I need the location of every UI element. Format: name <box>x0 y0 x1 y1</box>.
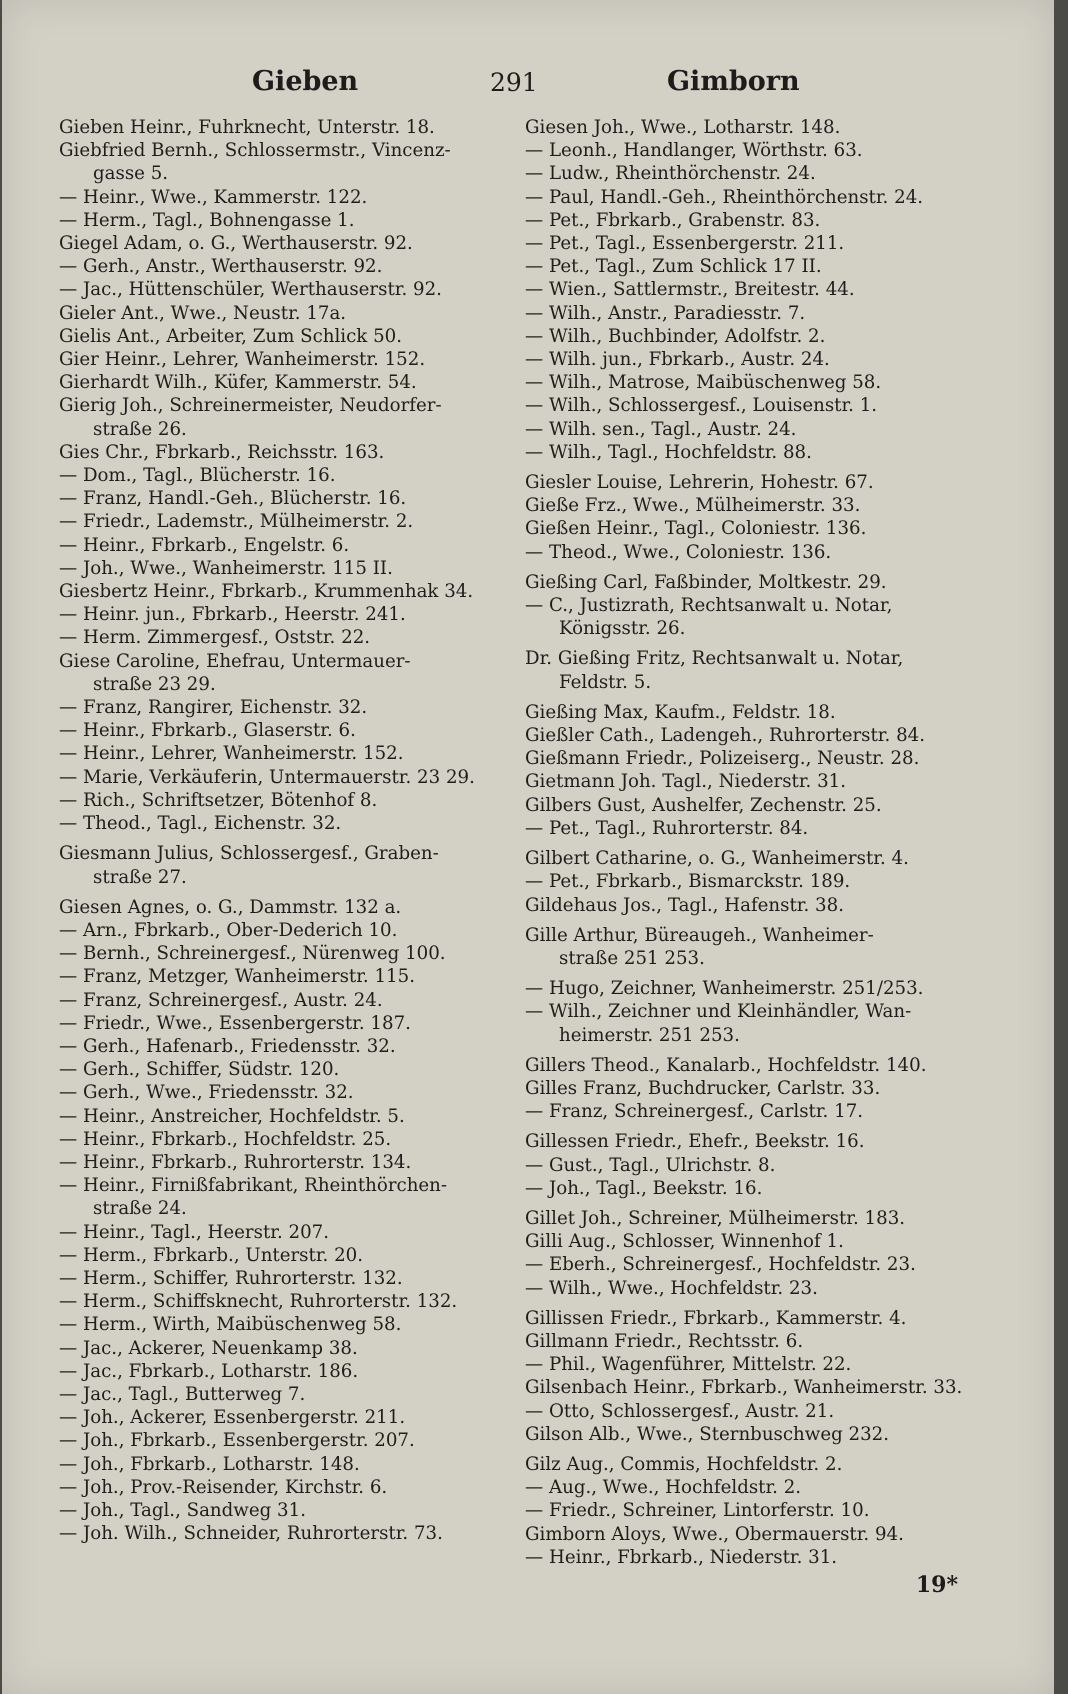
directory-entry: — Aug., Wwe., Hochfeldstr. 2. <box>525 1477 802 1499</box>
directory-entry: — Marie, Verkäuferin, Untermauerstr. 23 29. <box>59 766 475 788</box>
directory-entry: — Bernh., Schreinergesf., Nürenweg 100. <box>59 943 446 965</box>
directory-entry: gasse 5. <box>93 163 169 185</box>
page-header <box>2 66 1054 102</box>
directory-entry: Gillessen Friedr., Ehefr., Beekstr. 16. <box>525 1131 865 1153</box>
directory-entry: — Herm. Zimmergesf., Oststr. 22. <box>59 627 371 649</box>
directory-entry: — Ludw., Rheinthörchenstr. 24. <box>525 163 816 185</box>
page-number: 291 <box>490 68 538 97</box>
directory-entry: — Joh., Prov.-Reisender, Kirchstr. 6. <box>59 1476 388 1498</box>
directory-entry: Giegel Adam, o. G., Werthauserstr. 92. <box>59 233 413 255</box>
directory-entry: Giesen Joh., Wwe., Lotharstr. 148. <box>525 117 841 138</box>
directory-entry: — Theod., Tagl., Eichenstr. 32. <box>59 813 342 835</box>
directory-entry: straße 251 253. <box>559 947 705 969</box>
directory-entry: Giebfried Bernh., Schlossermstr., Vincenz- <box>59 140 451 162</box>
directory-entry: — Heinr., Fbrkarb., Engelstr. 6. <box>59 534 350 556</box>
directory-entry: Gilson Alb., Wwe., Sternbuschweg 232. <box>525 1423 890 1445</box>
directory-entry: Gießing Carl, Faßbinder, Moltkestr. 29. <box>525 571 887 593</box>
directory-entry: — Paul, Handl.-Geh., Rheinthörchenstr. 24. <box>525 186 924 208</box>
directory-entry: Gießen Heinr., Tagl., Coloniestr. 136. <box>525 518 867 540</box>
right-column <box>525 116 971 1569</box>
directory-entry: Gies Chr., Fbrkarb., Reichsstr. 163. <box>59 441 385 463</box>
directory-entry: Gießmann Friedr., Polizeiserg., Neustr. 28. <box>525 748 920 770</box>
directory-entry: — Theod., Wwe., Coloniestr. 136. <box>525 541 832 563</box>
directory-entry: — Gerh., Wwe., Friedensstr. 32. <box>59 1082 354 1104</box>
directory-entry: — Wilh. jun., Fbrkarb., Austr. 24. <box>525 349 830 371</box>
directory-entry: — Jac., Fbrkarb., Lotharstr. 186. <box>59 1360 359 1382</box>
directory-entry: Giesen Agnes, o. G., Dammstr. 132 a. <box>59 896 402 918</box>
directory-entry: — Herm., Wirth, Maibüschenweg 58. <box>59 1314 402 1336</box>
directory-entry: heimerstr. 251 253. <box>559 1024 740 1046</box>
directory-entry: Giese Caroline, Ehefrau, Untermauer- <box>59 650 411 672</box>
directory-entry: Gielis Ant., Arbeiter, Zum Schlick 50. <box>59 325 403 347</box>
directory-entry: straße 26. <box>93 418 187 440</box>
directory-entry: — Herm., Tagl., Bohnengasse 1. <box>59 209 355 231</box>
directory-entry: Gierhardt Wilh., Küfer, Kammerstr. 54. <box>59 372 417 394</box>
directory-entry: — Joh., Wwe., Wanheimerstr. 115 II. <box>59 557 393 579</box>
right-keyword: Gimborn <box>667 66 800 97</box>
directory-entry: Gietmann Joh. Tagl., Niederstr. 31. <box>525 771 847 793</box>
directory-entry: — Heinr., Firnißfabrikant, Rheinthörchen- <box>59 1175 448 1197</box>
directory-entry: — Franz, Handl.-Geh., Blücherstr. 16. <box>59 488 407 510</box>
directory-entry: — Jac., Ackerer, Neuenkamp 38. <box>59 1337 358 1359</box>
directory-entry: — Wilh., Buchbinder, Adolfstr. 2. <box>525 325 826 347</box>
signature-mark: 19* <box>915 1572 958 1598</box>
directory-entry: — Jac., Tagl., Butterweg 7. <box>59 1383 306 1405</box>
directory-entry: — Heinr. jun., Fbrkarb., Heerstr. 241. <box>59 604 406 626</box>
directory-entry: — Joh., Fbrkarb., Essenbergerstr. 207. <box>59 1430 415 1452</box>
directory-entry: Gießing Max, Kaufm., Feldstr. 18. <box>525 701 836 723</box>
directory-entry: — Wilh., Anstr., Paradiesstr. 7. <box>525 302 806 324</box>
directory-entry: — Herm., Fbrkarb., Unterstr. 20. <box>59 1244 364 1266</box>
directory-entry: — Pet., Fbrkarb., Bismarckstr. 189. <box>525 871 851 893</box>
directory-entry: Gillmann Friedr., Rechtsstr. 6. <box>525 1330 804 1352</box>
directory-entry: — Eberh., Schreinergesf., Hochfeldstr. 23. <box>525 1254 916 1276</box>
directory-entry: — Pet., Tagl., Ruhrorterstr. 84. <box>525 817 809 839</box>
directory-entry: Königsstr. 26. <box>559 618 686 640</box>
directory-entry: — Hugo, Zeichner, Wanheimerstr. 251/253. <box>525 978 924 1000</box>
directory-entry: Gieben Heinr., Fuhrknecht, Unterstr. 18. <box>59 117 435 138</box>
directory-entry: Giesbertz Heinr., Fbrkarb., Krummenhak 34. <box>59 581 474 603</box>
directory-entry: — Joh., Tagl., Beekstr. 16. <box>525 1177 763 1199</box>
directory-entry: Gier Heinr., Lehrer, Wanheimerstr. 152. <box>59 349 426 371</box>
directory-entry: — Friedr., Schreiner, Lintorferstr. 10. <box>525 1500 870 1522</box>
directory-entry: Gillissen Friedr., Fbrkarb., Kammerstr. 4. <box>525 1307 907 1329</box>
directory-entry: — Joh., Ackerer, Essenbergerstr. 211. <box>59 1407 406 1429</box>
directory-entry: — Heinr., Fbrkarb., Glaserstr. 6. <box>59 720 356 742</box>
directory-entry: — Gerh., Anstr., Werthauserstr. 92. <box>59 256 383 278</box>
directory-entry: — Heinr., Anstreicher, Hochfeldstr. 5. <box>59 1105 405 1127</box>
directory-entry: — Franz, Rangirer, Eichenstr. 32. <box>59 697 368 719</box>
directory-entry: — Wilh., Tagl., Hochfeldstr. 88. <box>525 441 812 463</box>
directory-entry: — Franz, Metzger, Wanheimerstr. 115. <box>59 966 415 988</box>
directory-entry: Dr. Gießing Fritz, Rechtsanwalt u. Notar, <box>525 648 904 670</box>
directory-entry: — Arn., Fbrkarb., Ober-Dederich 10. <box>59 919 398 941</box>
directory-entry: — Jac., Hüttenschüler, Werthauserstr. 92. <box>59 279 442 301</box>
directory-entry: Gieße Frz., Wwe., Mülheimerstr. 33. <box>525 495 861 517</box>
directory-entry: — Gerh., Hafenarb., Friedensstr. 32. <box>59 1035 396 1057</box>
directory-entry: Gimborn Aloys, Wwe., Obermauerstr. 94. <box>525 1523 904 1545</box>
left-keyword: Gieben <box>252 66 359 97</box>
directory-entry: — Wilh., Wwe., Hochfeldstr. 23. <box>525 1277 818 1299</box>
directory-entry: straße 24. <box>93 1198 187 1220</box>
directory-entry: Giesler Louise, Lehrerin, Hohestr. 67. <box>525 472 874 494</box>
directory-page <box>2 0 1054 1694</box>
directory-entry: — Wilh. sen., Tagl., Austr. 24. <box>525 418 797 440</box>
directory-entry: straße 23 29. <box>93 673 216 695</box>
directory-entry: Gillers Theod., Kanalarb., Hochfeldstr. 140. <box>525 1054 927 1076</box>
directory-entry: — Heinr., Wwe., Kammerstr. 122. <box>59 186 368 208</box>
directory-entry: Gildehaus Jos., Tagl., Hafenstr. 38. <box>525 894 844 916</box>
directory-entry: — Pet., Fbrkarb., Grabenstr. 83. <box>525 209 821 231</box>
directory-entry: — C., Justizrath, Rechtsanwalt u. Notar, <box>525 595 893 617</box>
directory-entry: — Joh., Fbrkarb., Lotharstr. 148. <box>59 1453 360 1475</box>
directory-entry: — Dom., Tagl., Blücherstr. 16. <box>59 465 336 487</box>
directory-entry: — Wien., Sattlermstr., Breitestr. 44. <box>525 279 855 301</box>
directory-entry: — Friedr., Lademstr., Mülheimerstr. 2. <box>59 511 414 533</box>
directory-entry: — Leonh., Handlanger, Wörthstr. 63. <box>525 140 863 162</box>
directory-entry: — Heinr., Lehrer, Wanheimerstr. 152. <box>59 743 404 765</box>
directory-entry: — Wilh., Schlossergesf., Louisenstr. 1. <box>525 395 878 417</box>
directory-entry: Gilles Franz, Buchdrucker, Carlstr. 33. <box>525 1077 881 1099</box>
directory-entry: Gilli Aug., Schlosser, Winnenhof 1. <box>525 1231 844 1253</box>
directory-entry: — Pet., Tagl., Essenbergerstr. 211. <box>525 233 845 255</box>
directory-entry: Giesmann Julius, Schlossergesf., Graben- <box>59 843 439 865</box>
directory-entry: straße 27. <box>93 866 187 888</box>
directory-entry: — Wilh., Zeichner und Kleinhändler, Wan- <box>525 1001 912 1023</box>
directory-entry: — Pet., Tagl., Zum Schlick 17 II. <box>525 256 822 278</box>
directory-entry: Gilbers Gust, Aushelfer, Zechenstr. 25. <box>525 794 882 816</box>
directory-entry: — Joh., Tagl., Sandweg 31. <box>59 1499 306 1521</box>
directory-entry: — Friedr., Wwe., Essenbergerstr. 187. <box>59 1012 411 1034</box>
directory-entry: — Wilh., Matrose, Maibüschenweg 58. <box>525 372 882 394</box>
directory-entry: Gierig Joh., Schreinermeister, Neudorfer- <box>59 395 442 417</box>
directory-entry: — Gust., Tagl., Ulrichstr. 8. <box>525 1154 776 1176</box>
directory-entry: Gilbert Catharine, o. G., Wanheimerstr. 4. <box>525 848 909 870</box>
directory-entry: Gieler Ant., Wwe., Neustr. 17a. <box>59 302 347 324</box>
directory-entry: Gille Arthur, Büreaugeh., Wanheimer- <box>525 924 874 946</box>
directory-entry: Gilz Aug., Commis, Hochfeldstr. 2. <box>525 1453 843 1475</box>
directory-entry: — Herm., Schiffer, Ruhrorterstr. 132. <box>59 1267 403 1289</box>
directory-entry: — Heinr., Fbrkarb., Hochfeldstr. 25. <box>59 1128 392 1150</box>
directory-entry: — Heinr., Tagl., Heerstr. 207. <box>59 1221 330 1243</box>
directory-entry: Feldstr. 5. <box>559 671 652 693</box>
directory-entry: — Phil., Wagenführer, Mittelstr. 22. <box>525 1354 852 1376</box>
directory-entry: Gießler Cath., Ladengeh., Ruhrorterstr. 84. <box>525 725 925 747</box>
directory-entry: — Otto, Schlossergesf., Austr. 21. <box>525 1400 835 1422</box>
directory-entry: — Rich., Schriftsetzer, Bötenhof 8. <box>59 789 378 811</box>
directory-entry: — Heinr., Fbrkarb., Ruhrorterstr. 134. <box>59 1151 412 1173</box>
directory-entry: — Heinr., Fbrkarb., Niederstr. 31. <box>525 1546 838 1568</box>
directory-entry: — Gerh., Schiffer, Südstr. 120. <box>59 1059 340 1081</box>
directory-entry: — Joh. Wilh., Schneider, Ruhrorterstr. 73. <box>59 1523 443 1545</box>
left-column <box>59 116 503 1545</box>
directory-entry: — Herm., Schiffsknecht, Ruhrorterstr. 132. <box>59 1291 458 1313</box>
directory-entry: — Franz, Schreinergesf., Austr. 24. <box>59 989 383 1011</box>
directory-entry: Gilsenbach Heinr., Fbrkarb., Wanheimerstr. 33. <box>525 1377 963 1399</box>
directory-entry: — Franz, Schreinergesf., Carlstr. 17. <box>525 1101 864 1123</box>
directory-entry: Gillet Joh., Schreiner, Mülheimerstr. 183. <box>525 1207 906 1229</box>
